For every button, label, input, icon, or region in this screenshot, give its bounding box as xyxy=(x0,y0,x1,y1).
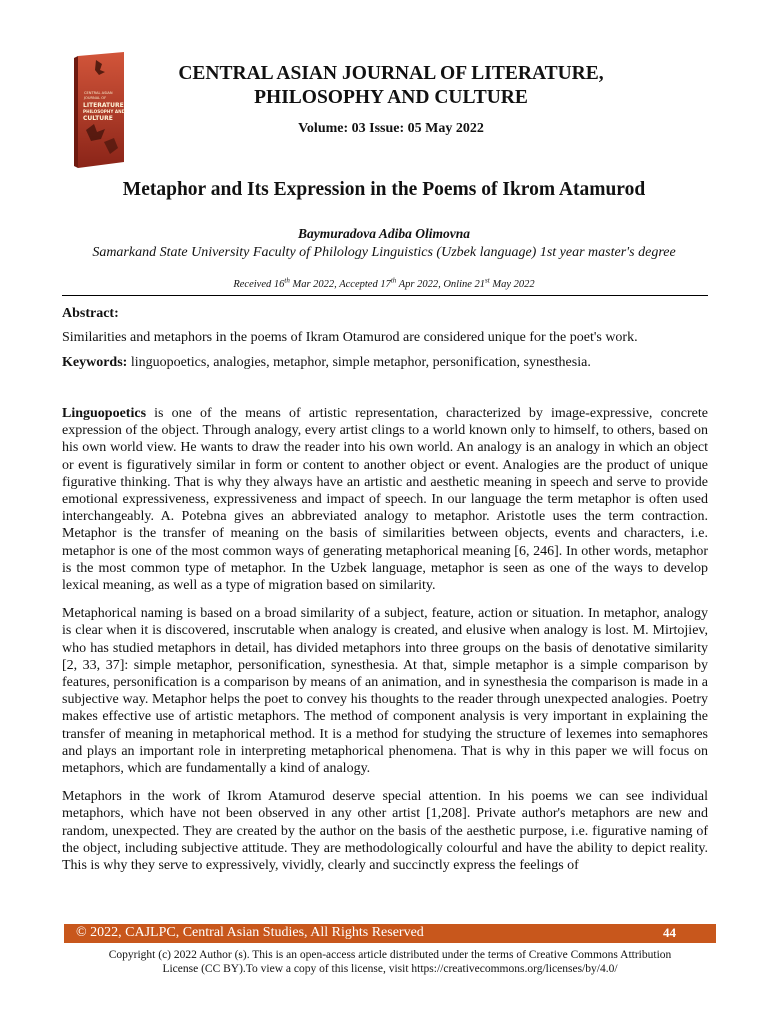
author-name: Baymuradova Adiba Olimovna xyxy=(297,226,470,241)
volume-issue: Volume: 03 Issue: 05 May 2022 xyxy=(298,121,484,136)
online-sup: st xyxy=(485,276,490,285)
body-paragraph-1 xyxy=(62,405,708,594)
header-divider xyxy=(62,295,708,296)
received-date: Received 16 xyxy=(233,279,285,290)
linguopoetics-term: Linguopoetics xyxy=(62,406,147,421)
author-affiliation: Samarkand State University Faculty of Philology Linguistics (Uzbek language) 1st year master's degree xyxy=(92,245,676,260)
journal-title xyxy=(150,62,632,110)
abstract-heading: Abstract: xyxy=(62,306,119,321)
body-paragraph-2: Metaphorical naming is based on a broad similarity of a subject, feature, action or situation. In metaphor, analogy is clear when it is discovered, inscrutable when analogy is created, and elusive when analogy is lost. M. Mirtojiev, who has studied metaphors in detail, has divided metaphors into three groups on the basis of denotative similarity [2, 33, 37]: simple metaphor, personification, synesthesia. At that, simple metaphor is a simple comparison by features, personification is a comparison by means of an animation, and in synesthesia the comparison is made in a subjective way. Metaphor helps the poet to convey his thoughts to the reader through unexpected analogies. Poetry makes effective use of artistic metaphors. The method of component analysis is very important in explaining the transfer of meaning in metaphorical method. It is a method for studying the structure of lexemes into semaphores and plays an important role in interpreting metaphorical phenomena. That is why in this paper we will focus on metaphors, which are fundamentally a kind of analogy. xyxy=(62,606,708,777)
publication-dates xyxy=(60,276,708,290)
keywords-text: linguopoetics, analogies, metaphor, simple metaphor, personification, synesthesia. xyxy=(127,355,591,370)
license-line2: License (CC BY).To view a copy of this license, visit https://creativecommons.org/licenses/by/4.0/ xyxy=(162,963,618,975)
page-number: 44 xyxy=(663,925,676,940)
journal-title-line2: PHILOSOPHY AND CULTURE xyxy=(254,87,528,108)
cover-text-line2: JOURNAL OF xyxy=(84,96,107,100)
copyright-notice: © 2022, CAJLPC, Central Asian Studies, All Rights Reserved xyxy=(76,925,424,940)
accepted-date: Mar 2022, Accepted 17 xyxy=(289,279,391,290)
accepted-sup: th xyxy=(390,276,397,285)
abstract-text: Similarities and metaphors in the poems of Ikram Otamurod are considered unique for the poet's work. xyxy=(62,330,638,345)
body-paragraph-3: Metaphors in the work of Ikrom Atamurod deserve special attention. In his poems we can see individual metaphors, which have not been observed in any other artist [1,208]. Private author's metaphors are new and random, unexpected. They are created by the author on the basis of the aesthetic purpose, i.e. figurative naming of the object, including subjective attitude. They are methodologically colourful and have the ability to depict reality. This is why they serve to expressively, vividly, clearly and succinctly express the feelings of xyxy=(62,789,708,874)
received-sup: th xyxy=(284,276,290,285)
paper-title: Metaphor and Its Expression in the Poems of Ikrom Atamurod xyxy=(122,179,646,200)
article-body xyxy=(62,405,708,885)
cover-text-line5: CULTURE xyxy=(83,115,113,122)
online-date: Apr 2022, Online 21 xyxy=(396,279,486,290)
license-notice xyxy=(64,948,716,976)
journal-title-line1: CENTRAL ASIAN JOURNAL OF LITERATURE, xyxy=(178,63,604,84)
license-line1: Copyright (c) 2022 Author (s). This is an open-access article distributed under the terms of Creative Commons Attribution xyxy=(108,949,672,961)
keywords xyxy=(62,355,708,371)
body-paragraph-1-text: is one of the means of artistic representation, characterized by image-expressive, concrete expression of the object. Through analogy, every artist clings to a world known only to himself, to others, based on his own world view. He wants to draw the reader into his own world. An analogy is an analogy in which an object or event is figuratively similar in form or content to another object or event. Analogies are the product of unique figurative thinking. That is why they always have an artistic and aesthetic meaning in speech and serve to provide emotional expressiveness, expressiveness and impact of speech. In our language the term metaphor is often used interchangeably. A. Potebna gives an abbreviated analogy to metaphor. Aristotle uses the term contraction. Metaphor is the transfer of meaning on the basis of similarities between objects, events and characters, i.e. metaphor is one of the most common ways of generating metaphorical meaning [6, 246]. In other words, metaphor is the most common type of metaphor. In the Uzbek language, metaphor is seen as one of the ways to develop lexical meaning, as well as a type of migration based on similarity. xyxy=(62,406,708,594)
cover-text-line3: LITERATURE xyxy=(83,102,124,109)
footer-bar xyxy=(64,924,716,943)
cover-text-line4: PHILOSOPHY AND xyxy=(83,109,126,114)
online-date-rest: May 2022 xyxy=(489,279,535,290)
keywords-label: Keywords: xyxy=(62,355,128,370)
journal-cover-image xyxy=(74,50,126,168)
cover-text-line1: CENTRAL ASIAN xyxy=(84,91,113,95)
